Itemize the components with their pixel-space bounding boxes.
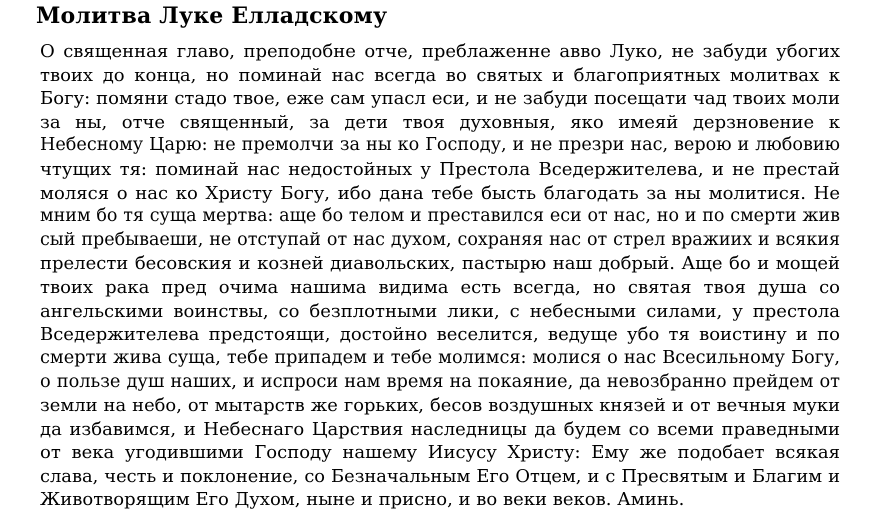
prayer-line: о пользе душ наших, и испроси нам время на покаяние, да невозбранно прейдем от xyxy=(40,371,840,393)
prayer-line: прелести бесовския и козней диавольских, пастырю наш добрый. Аще бо и мощей xyxy=(40,253,840,275)
prayer-line: Животворящим Его Духом, ныне и присно, и во веки веков. Аминь. xyxy=(40,489,685,511)
prayer-line: чтущих тя: поминай нас недостойных у Престола Вседержителева, и не престай xyxy=(40,158,840,180)
prayer-line: О священная главо, преподобне отче, преблаженне авво Луко, не забуди убогих xyxy=(40,41,840,62)
prayer-line: смерти жива суща, тебе припадем и тебе молимся: молися о нас Всесильному Богу, xyxy=(40,347,840,368)
prayer-line: твоих до конца, но поминай нас всегда во святых и благоприятных молитвах к xyxy=(40,64,840,86)
prayer-line: за ны, отче священный, за дети твоя духовныя, яко имеяй дерзновение к xyxy=(40,111,840,133)
prayer-title: Молитва Луке Елладскому xyxy=(36,3,388,29)
prayer-line: слава, честь и поклонение, со Безначальным Его Отцем, и с Пресвятым и Благим и xyxy=(40,465,840,487)
prayer-line: сый пребываеши, не отступай от нас духом, сохраняя нас от стрел вражиих и всякия xyxy=(40,229,840,250)
prayer-line: Небесному Царю: не премолчи за ны ко Господу, и не презри нас, верою и любовию xyxy=(40,135,840,156)
prayer-line: твоих рака пред очима нашима видима есть всегда, но святая твоя душа со xyxy=(40,276,840,298)
prayer-line: мним бо тя суща мертва: аще бо телом и преставился еси от нас, но и по смерти жив xyxy=(40,206,840,227)
prayer-line: земли на небо, от мытарств же горьких, бесов воздушных князей и от вечныя муки xyxy=(40,394,840,416)
prayer-line: Богу: помяни стадо твое, еже сам упасл еси, и не забуди посещати чад твоих моли xyxy=(40,88,840,110)
prayer-line: Вседержителева предстоящи, достойно веселится, ведуще убо тя воистину и по xyxy=(40,324,840,346)
prayer-line: моляся о нас ко Христу Богу, ибо дана тебе бысть благодать за ны молитися. Не xyxy=(40,182,840,204)
prayer-line: да избавимся, и Небеснаго Царствия наследницы да будем со всеми праведными xyxy=(40,418,840,440)
prayer-text xyxy=(40,40,840,512)
prayer-line: от века угодившими Господу нашему Иисусу Христу: Ему же подобает всякая xyxy=(40,442,840,464)
prayer-line: ангельскими воинствы, со безплотными лики, с небесными силами, у престола xyxy=(40,300,840,322)
